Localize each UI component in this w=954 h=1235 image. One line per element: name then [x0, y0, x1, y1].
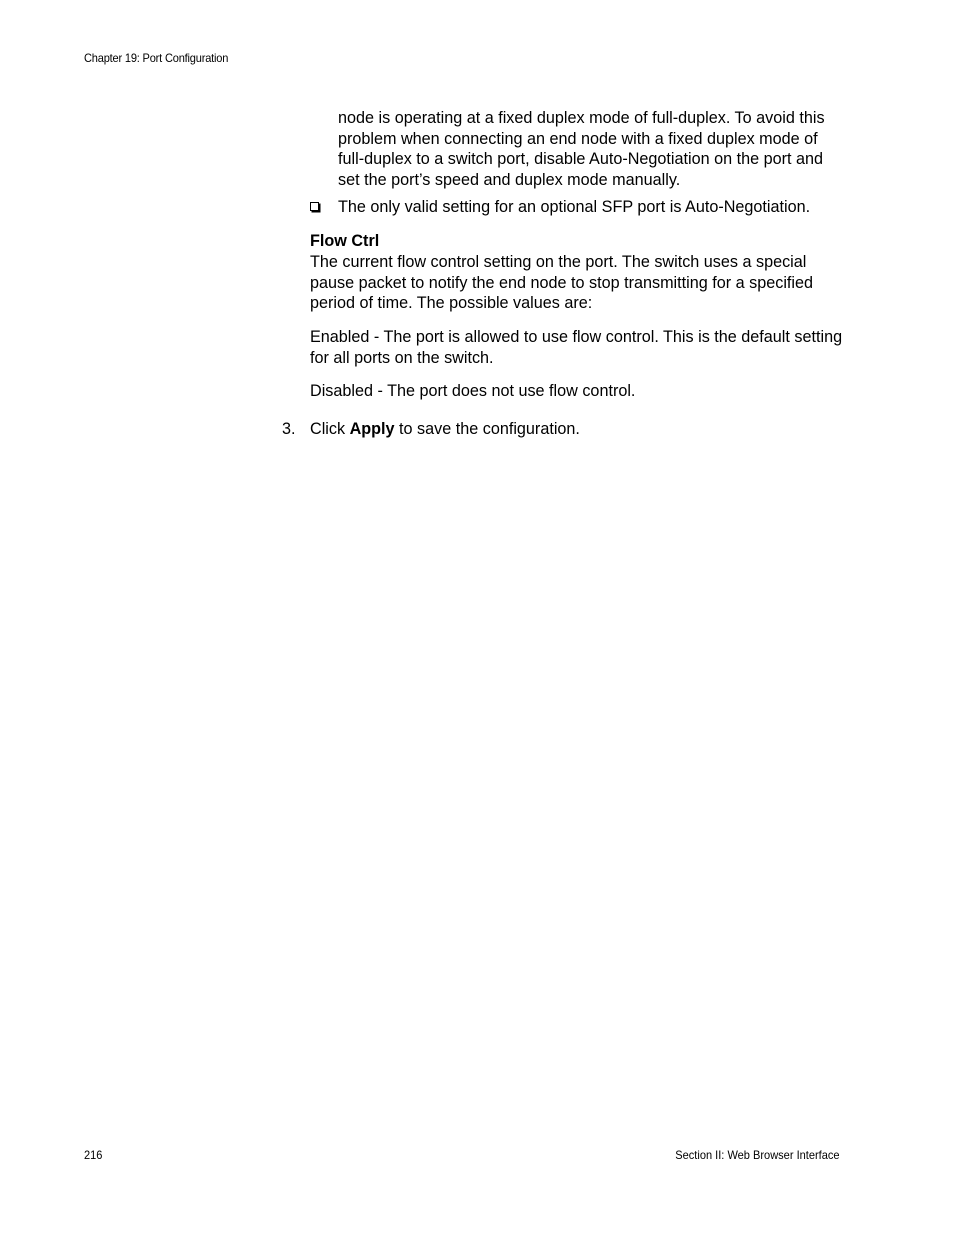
step-bold-term: Apply: [349, 420, 395, 438]
continued-paragraph: node is operating at a fixed duplex mode of full-duplex. To avoid this problem when connecting an end node with a fixed duplex mode of full-duplex to a switch port, disable Auto-Negotiation on the port and set the port’s speed and duplex mode manually.: [338, 109, 825, 189]
bullet-text: The only valid setting for an optional SFP port is Auto-Negotiation.: [338, 198, 811, 216]
value-enabled-description: Enabled - The port is allowed to use flow control. This is the default setting for all ports on the switch.: [310, 328, 843, 367]
term-description: The current flow control setting on the port. The switch uses a special pause packet to notify the end node to stop transmitting for a specified period of time. The possible values are:: [310, 253, 814, 312]
step-number: 3.: [282, 420, 296, 438]
step-suffix: to save the configuration.: [394, 420, 580, 438]
step-prefix: Click: [310, 420, 350, 438]
checkbox-bullet-icon: [310, 202, 319, 211]
term-heading: Flow Ctrl: [310, 232, 380, 250]
running-head: Chapter 19: Port Configuration: [84, 51, 229, 65]
page-number: 216: [84, 1148, 103, 1162]
value-disabled-description: Disabled - The port does not use flow control.: [310, 382, 636, 400]
footer-section-title: Section II: Web Browser Interface: [675, 1148, 840, 1162]
step-text: [310, 419, 580, 440]
